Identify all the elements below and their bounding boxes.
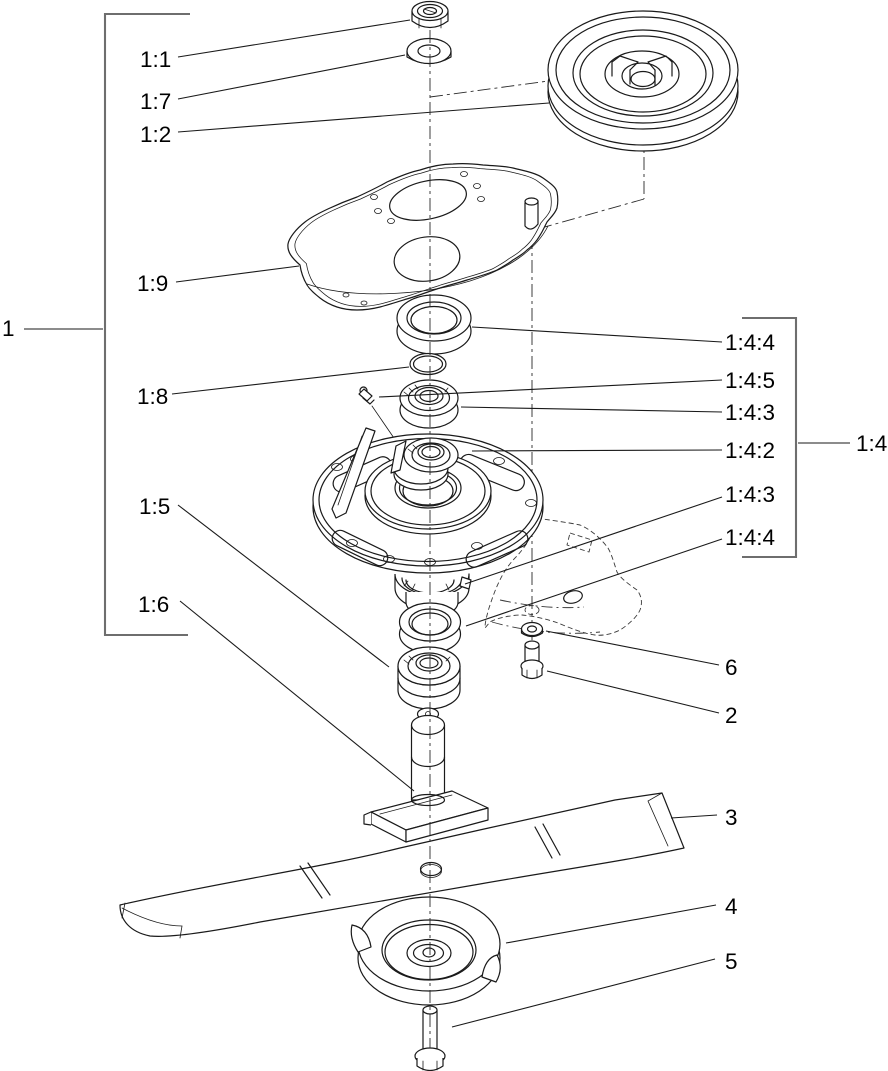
oring-part: [410, 354, 446, 375]
callout-blade-bolt: 5: [725, 949, 738, 974]
callout-assembly-group: 1: [2, 316, 15, 341]
callout-locking-bearing: 1:4:2: [725, 438, 776, 463]
callout-seal-upper: 1:4:4: [725, 330, 776, 355]
callout-blade-driver: 4: [725, 894, 738, 919]
callout-bearing-upper: 1:4:3: [725, 400, 776, 425]
callout-cover: 1:9: [137, 271, 169, 296]
callout-deck-washer: 6: [725, 655, 738, 680]
bearing-cup-part: [398, 647, 460, 709]
callout-bearing-lower: 1:4:3: [725, 482, 776, 507]
callout-oring: 1:8: [137, 384, 169, 409]
top-washer-part: [407, 39, 451, 64]
callout-blade: 3: [725, 805, 738, 830]
callout-bearing-cup: 1:5: [139, 494, 171, 519]
callout-subassembly-group: 1:4: [856, 431, 888, 456]
callout-seal-lower: 1:4:4: [725, 525, 776, 550]
upper-bearing-part: [400, 380, 458, 428]
pulley-part: [548, 11, 738, 151]
callout-locknut: 1:1: [140, 47, 172, 72]
belt-cover-part: [288, 164, 558, 310]
callout-pulley: 1:2: [140, 122, 172, 147]
shaft-part: [412, 708, 445, 800]
callout-deck-bolt: 2: [725, 703, 738, 728]
upper-seal-part: [397, 295, 471, 354]
deck-bolt-part: [521, 641, 543, 679]
locknut-part: [412, 2, 448, 29]
blade-driver-part: [351, 897, 500, 1005]
callout-shaft: 1:6: [138, 592, 170, 617]
callout-grease-fitting: 1:4:5: [725, 368, 776, 393]
deck-washer-part: [522, 623, 543, 637]
callout-washer: 1:7: [140, 89, 172, 114]
